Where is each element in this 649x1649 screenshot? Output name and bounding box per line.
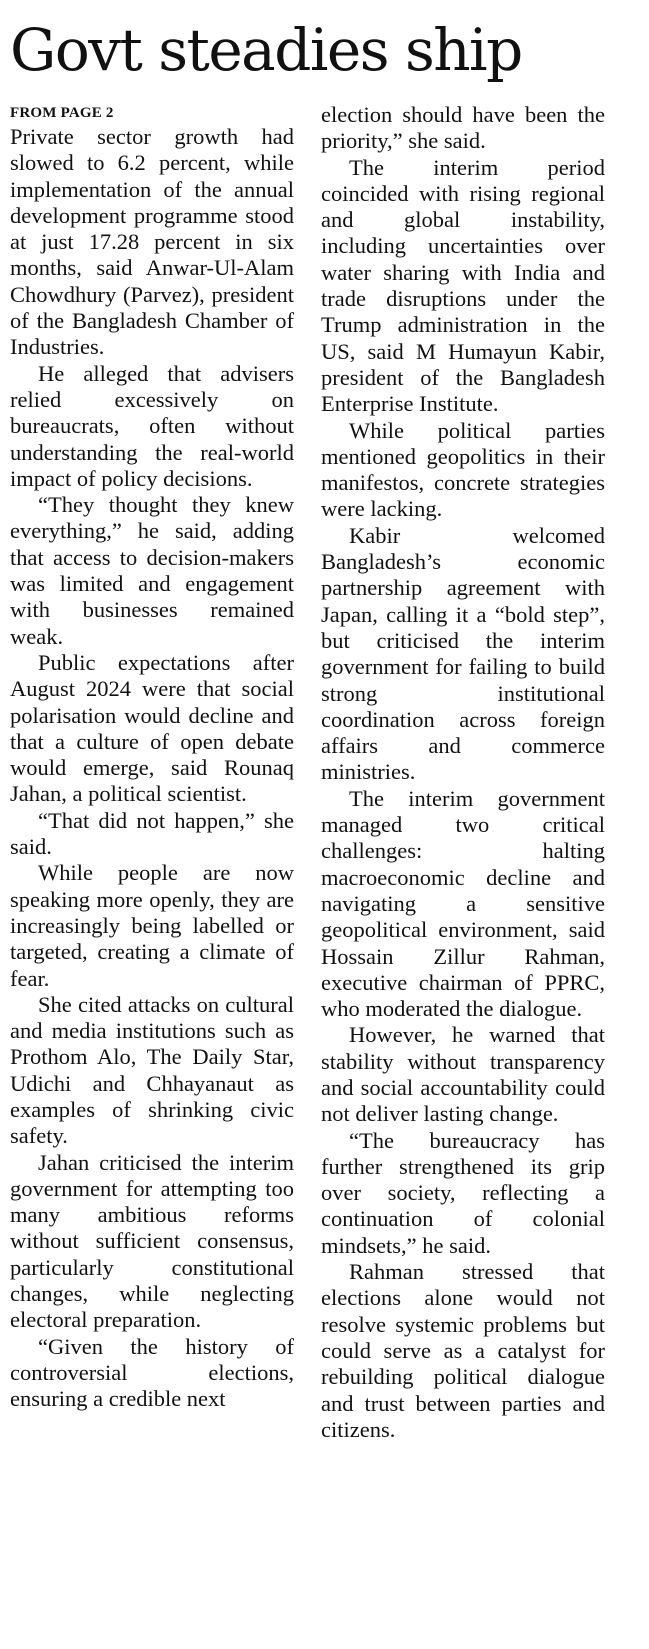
paragraph: Private sector growth had slowed to 6.2 percent, while implementation of the annual development programme stood at just 17.28 percent in six months, said Anwar-Ul-Alam Chowdhury (Parvez), president of the Bangladesh Chamber of Industries. <box>10 124 294 360</box>
paragraph: While political parties mentioned geopolitics in their manifestos, concrete strategies were lacking. <box>321 417 605 522</box>
paragraph: “That did not happen,” she said. <box>10 807 294 860</box>
paragraph: Kabir welcomed Bangladesh’s economic partnership agreement with Japan, calling it a “bold step”, but criticised the interim government for failing to build strong institutional coordination across foreign affairs and commerce ministries. <box>321 522 605 785</box>
paragraph: The interim period coincided with rising regional and global instability, including uncertainties over water sharing with India and trade disruptions under the Trump administration in the US, said M Humayun Kabir, president of the Bangladesh Enterprise Institute. <box>321 154 605 417</box>
paragraph: He alleged that advisers relied excessively on bureaucrats, often without understanding the real-world impact of policy decisions. <box>10 360 294 491</box>
paragraph: “The bureaucracy has further strengthened its grip over society, reflecting a continuation of colonial mindsets,” he said. <box>321 1127 605 1258</box>
paragraph: “They thought they knew everything,” he said, adding that access to decision-makers was limited and engagement with businesses remained weak. <box>10 492 294 649</box>
paragraph: “Given the history of controversial elections, ensuring a credible next <box>10 1333 294 1412</box>
paragraph: Jahan criticised the interim government for attempting too many ambitious reforms without sufficient consensus, particularly constitutional changes, while neglecting electoral preparation. <box>10 1149 294 1333</box>
paragraph: Rahman stressed that elections alone would not resolve systemic problems but could serve as a catalyst for rebuilding political dialogue and trust between parties and citizens. <box>321 1259 605 1442</box>
dateline: FROM PAGE 2 <box>10 105 114 121</box>
paragraph: While people are now speaking more openly, they are increasingly being labelled or targeted, creating a climate of fear. <box>10 860 294 991</box>
paragraph: However, he warned that stability without transparency and social accountability could not deliver lasting change. <box>321 1022 605 1127</box>
paragraph-continued: election should have been the priority,” she said. <box>321 102 605 154</box>
paragraph: The interim government managed two critical challenges: halting macroeconomic decline and navigating a sensitive geopolitical environment, said Hossain Zillur Rahman, executive chairman of PPRC, who moderated the dialogue. <box>321 785 605 1022</box>
article-column-right <box>321 102 605 1443</box>
headline: Govt steadies ship <box>10 16 522 84</box>
article-column-left <box>10 102 294 1413</box>
paragraph: She cited attacks on cultural and media institutions such as Prothom Alo, The Daily Star, Udichi and Chhayanaut as examples of shrinking civic safety. <box>10 991 294 1149</box>
paragraph: Public expectations after August 2024 were that social polarisation would decline and that a culture of open debate would emerge, said Rounaq Jahan, a political scientist. <box>10 649 294 807</box>
